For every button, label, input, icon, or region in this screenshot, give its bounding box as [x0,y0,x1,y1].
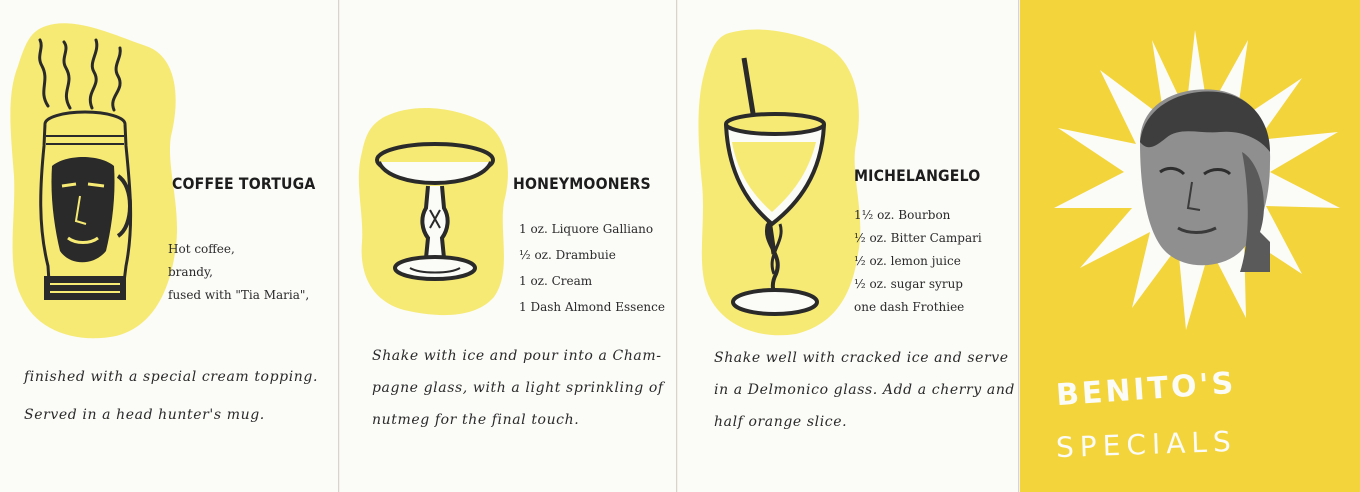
recipe-title: HONEYMOONERS [513,174,651,193]
panel-coffee-tortuga [0,0,339,492]
ingredient-item: ½ oz. Drambuie [519,248,616,262]
ingredient-item: fused with "Tia Maria", [168,288,310,302]
method-line: finished with a special cream topping. [24,369,319,385]
ingredient-item: Hot coffee, [168,242,235,256]
ingredient-item: ½ oz. Bitter Campari [854,231,982,245]
panel-michelangelo [678,0,1019,492]
cover-panel [1020,0,1360,492]
method-line: in a Delmonico glass. Add a cherry and [714,382,1015,398]
ingredient-item: 1 oz. Liquore Galliano [519,222,654,236]
ingredient-item: one dash Frothiee [854,300,965,314]
brand-line-2: SPECIALS [1055,424,1238,465]
ingredient-list [854,204,982,319]
ingredient-list [168,238,309,307]
ingredient-item: 1½ oz. Bourbon [854,208,951,222]
method-line: Served in a head hunter's mug. [24,407,265,423]
portrait-photo [1120,82,1280,272]
recipe-title: MICHELANGELO [854,166,981,185]
method-line: half orange slice. [714,414,848,430]
panel-honeymooners [340,0,677,492]
method-line: nutmeg for the final touch. [372,412,580,428]
recipe-method [372,340,664,436]
ingredient-item: 1 oz. Cream [519,274,593,288]
method-line: pagne glass, with a light sprinkling of [372,380,664,396]
delmonico-glass-icon [718,54,838,324]
method-line: Shake with ice and pour into a Cham- [372,348,662,364]
recipe-title: COFFEE TORTUGA [172,174,316,193]
ingredient-item: ½ oz. sugar syrup [854,277,963,291]
method-line: Shake well with cracked ice and serve [714,350,1009,366]
recipe-method [24,358,318,434]
brand-line-1: BENITO'S [1054,365,1238,414]
ingredient-item: brandy, [168,265,213,279]
ingredient-item: 1 Dash Almond Essence [519,300,665,314]
ingredient-item: ½ oz. lemon juice [854,254,961,268]
head-hunter-mug-icon [30,36,140,316]
champagne-glass-icon [370,138,500,288]
ingredient-list [519,216,665,320]
recipe-method [714,342,1015,438]
